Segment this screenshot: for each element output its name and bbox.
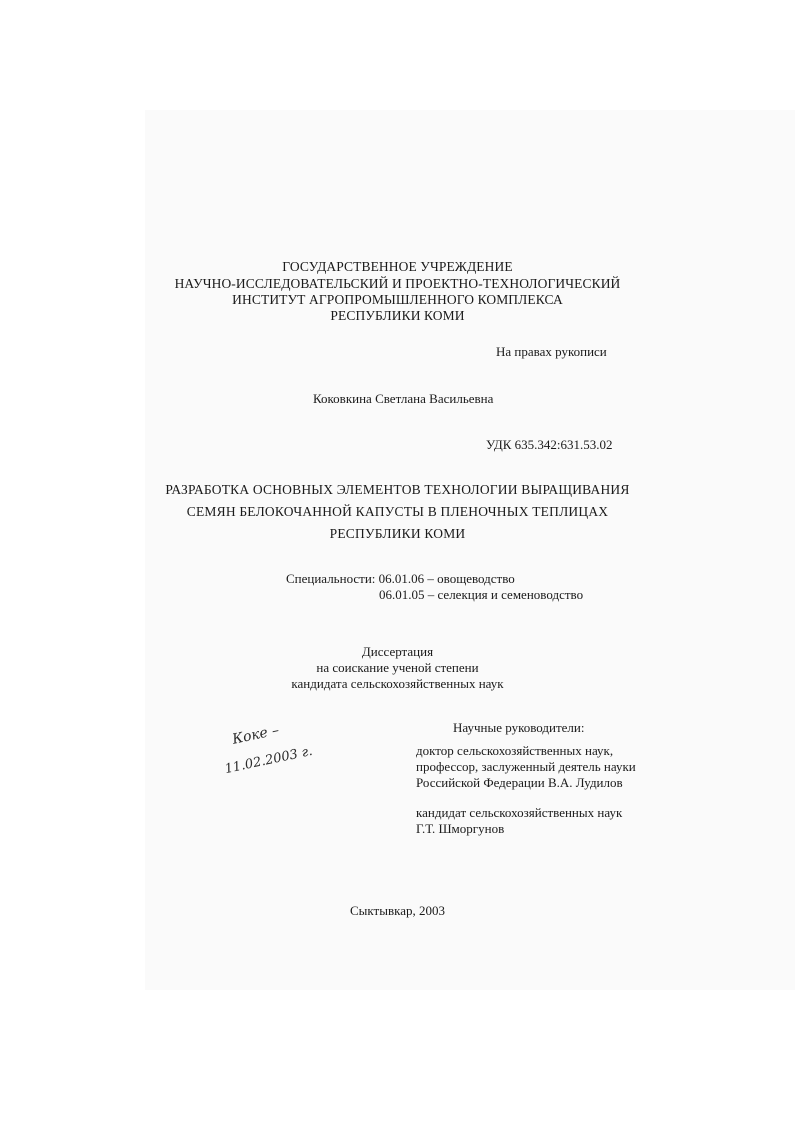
- supervisors-heading: Научные руководители:: [453, 720, 585, 735]
- dissertation-line-2: на соискание ученой степени: [316, 660, 479, 675]
- specialty-line-2: 06.01.05 – селекция и семеноводство: [379, 587, 584, 602]
- supervisor-2-line-1: кандидат сельскохозяйственных наук: [416, 805, 623, 820]
- scan-background: [145, 110, 795, 990]
- title-line-2: СЕМЯН БЕЛОКОЧАННОЙ КАПУСТЫ В ПЛЕНОЧНЫХ ТЕПЛИЦАХ: [186, 504, 609, 519]
- title-line-1: РАЗРАБОТКА ОСНОВНЫХ ЭЛЕМЕНТОВ ТЕХНОЛОГИИ ВЫРАЩИВАНИЯ: [165, 482, 630, 497]
- author-name: Коковкина Светлана Васильевна: [313, 391, 494, 406]
- manuscript-rights: На правах рукописи: [496, 344, 607, 359]
- supervisor-1-line-3: Российской Федерации В.А. Лудилов: [416, 775, 623, 790]
- supervisor-1-line-2: профессор, заслуженный деятель науки: [416, 759, 636, 774]
- supervisor-2-line-2: Г.Т. Шморгунов: [416, 821, 505, 836]
- dissertation-line-3: кандидата сельскохозяйственных наук: [291, 676, 504, 691]
- institution-line-3: ИНСТИТУТ АГРОПРОМЫШЛЕННОГО КОМПЛЕКСА: [232, 292, 563, 307]
- title-line-3: РЕСПУБЛИКИ КОМИ: [329, 526, 466, 541]
- handwritten-note-line-1: Коке –: [230, 722, 281, 748]
- place-and-year: Сыктывкар, 2003: [350, 903, 445, 918]
- supervisor-1-line-1: доктор сельскохозяйственных наук,: [416, 743, 614, 758]
- dissertation-line-1: Диссертация: [361, 644, 434, 659]
- udc-code: УДК 635.342:631.53.02: [486, 437, 613, 452]
- handwritten-note-line-2: 11.02.2003 г.: [223, 743, 314, 778]
- institution-line-2: НАУЧНО-ИССЛЕДОВАТЕЛЬСКИЙ И ПРОЕКТНО-ТЕХНОЛОГИЧЕСКИЙ: [174, 276, 621, 291]
- institution-line-1: ГОСУДАРСТВЕННОЕ УЧРЕЖДЕНИЕ: [282, 259, 513, 274]
- specialty-line-1: Специальности: 06.01.06 – овощеводство: [286, 571, 515, 586]
- institution-line-4: РЕСПУБЛИКИ КОМИ: [330, 308, 465, 323]
